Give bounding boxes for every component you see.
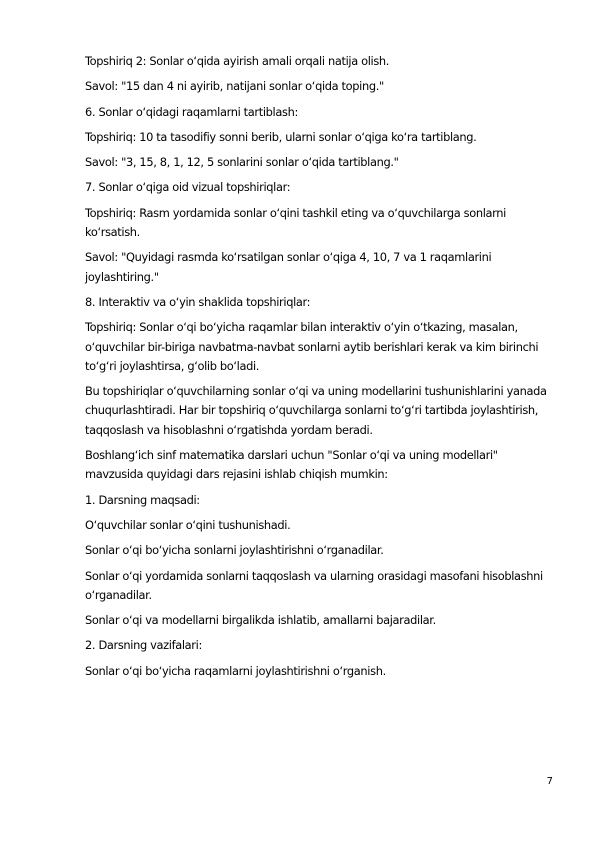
heading-lesson-tasks: 2. Darsning vazifalari: <box>85 638 202 653</box>
paragraph-task-2: Topshiriq 2: Sonlar o‘qida ayirish amali orqali natija olish. <box>85 54 390 68</box>
paragraph-task-interactive: Topshiriq: Sonlar o‘qi bo‘yicha raqamlar bilan interaktiv o‘yin o‘tkazing, masalan, o‘quvchilar bir-biriga navbatma-navbat sonlarni aytib berishlari kerak va kim birinchi to‘g‘ri joylashtirsa, g‘olib bo‘ladi. <box>85 320 539 373</box>
paragraph-goal-4: Sonlar o‘qi va modellarni birgalikda ishlatib, amallarni bajaradilar. <box>85 613 436 628</box>
paragraph-task-visual: Topshiriq: Rasm yordamida sonlar o‘qini tashkil eting va o‘quvchilarga sonlarni ko‘rsatish. <box>85 205 506 240</box>
paragraph-goal-2: Sonlar o‘qi bo‘yicha sonlarni joylashtirishni o‘rganadilar. <box>85 543 384 558</box>
paragraph-goal-1: O‘quvchilar sonlar o‘qini tushunishadi. <box>85 517 291 532</box>
paragraph-summary: Bu topshiriqlar o‘quvchilarning sonlar o‘qi va uning modellarini tushunishlarini yanada chuqurlashtiradi. Har bir topshiriq o‘quvchilarga sonlarni to‘g‘ri tartibda joylashtirish, taqqoslash va hisoblashni o‘rgatishda yordam beradi. <box>85 384 547 437</box>
paragraph-question-sort: Savol: "3, 15, 8, 1, 12, 5 sonlarini sonlar o‘qida tartiblang." <box>85 155 399 170</box>
paragraph-goal-3: Sonlar o‘qi yordamida sonlarni taqqoslash va ularning orasidagi masofani hisoblashni o‘rganadilar. <box>85 568 543 602</box>
heading-lesson-goal: 1. Darsning maqsadi: <box>85 492 200 507</box>
paragraph-lesson-plan-intro: Boshlang‘ich sinf matematika darslari uchun "Sonlar o‘qi va uning modellari" mavzusida quyidagi dars rejasini ishlab chiqish mumkin: <box>85 448 498 482</box>
page-number: 7 <box>546 776 553 787</box>
paragraph-question-subtract: Savol: "15 dan 4 ni ayirib, natijani sonlar o‘qida toping." <box>85 79 384 94</box>
paragraph-question-visual: Savol: "Quyidagi rasmda ko‘rsatilgan sonlar o‘qiga 4, 10, 7 va 1 raqamlarini joylashtiring." <box>85 250 492 284</box>
heading-section-7: 7. Sonlar o‘qiga oid vizual topshiriqlar: <box>85 180 291 195</box>
paragraph-task-sort: Topshiriq: 10 ta tasodifiy sonni berib, ularni sonlar o‘qiga ko‘ra tartiblang. <box>85 129 477 144</box>
paragraph-task-item-1: Sonlar o‘qi bo‘yicha raqamlarni joylashtirishni o‘rganish. <box>85 663 386 678</box>
heading-section-8: 8. Interaktiv va o‘yin shaklida topshiriqlar: <box>85 294 311 309</box>
page-body <box>85 52 555 687</box>
heading-section-6: 6. Sonlar o‘qidagi raqamlarni tartiblash: <box>85 104 298 119</box>
